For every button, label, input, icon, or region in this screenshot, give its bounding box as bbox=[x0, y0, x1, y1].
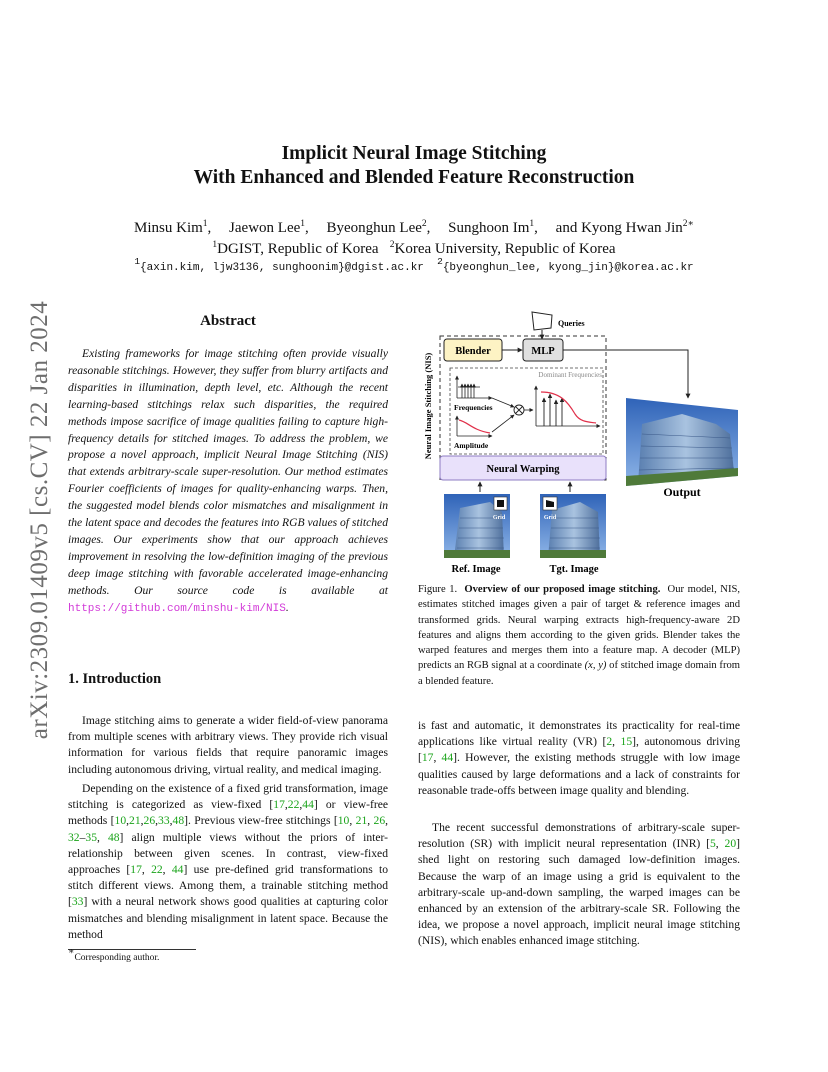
figure-1-caption bbox=[418, 582, 740, 689]
citation-link[interactable]: 22 bbox=[151, 863, 163, 877]
citation-link[interactable]: 33 bbox=[158, 814, 170, 828]
paragraph-text: – bbox=[79, 830, 86, 844]
output-panorama bbox=[626, 398, 738, 486]
citation-link[interactable]: 35 bbox=[85, 830, 97, 844]
citation-link[interactable]: 26 bbox=[373, 814, 386, 828]
citation-link[interactable]: 17 bbox=[130, 863, 142, 877]
output-label: Output bbox=[663, 485, 701, 499]
nis-side-label: Neural Image Stitching (NIS) bbox=[423, 352, 433, 460]
reference-image bbox=[444, 494, 510, 558]
arxiv-stamp: arXiv:2309.01409v5 [cs.CV] 22 Jan 2024 bbox=[26, 300, 53, 740]
paragraph-text: ] align multiple views without the priors of inter-relationship between given scenes. In contrast, view-fixed approaches [ bbox=[68, 830, 388, 877]
paragraph-text: is fast and automatic, it demonstrates its practicality for real-time applications like virtual reality (VR) [ bbox=[418, 719, 740, 749]
paragraph-text: ]. However, the existing methods struggle with low image qualities caused by large deformations and a lack of constraints for reasonable trade-offs between image quality and blending. bbox=[418, 751, 741, 797]
figure-1-diagram bbox=[420, 306, 740, 580]
abstract-text: Existing frameworks for image stitching often provide visually reasonable stitchings. However, they suffer from blurry artifacts and disparities in illumination, depth level, etc. Although the recent learning-based stitchings relax such disparities, the required methods impose sacrifice of image qualities failing to capture high-frequency details for stitched images. To address the problem, we propose a novel approach, implicit Neural Image Stitching (NIS) that extends arbitrary-scale super-resolution. Our method estimates Fourier coefficients of images for quality-enhancing warps. Then, the suggested model blends color mismatches and misalignment in the latent space and decodes the features into RGB values of stitched images. Our experiments show that our approach achieves improvement in resolving the low-definition imaging of the previous deep image stitching with favorable accelerated image-enhancing methods. Our source code is available at bbox=[68, 347, 388, 597]
queries-label: Queries bbox=[558, 319, 585, 328]
amplitude-curve bbox=[459, 420, 490, 433]
paragraph-text: , bbox=[385, 814, 389, 828]
citation-link[interactable]: 33 bbox=[71, 895, 84, 909]
author-name: Byeonghun Lee bbox=[326, 220, 422, 236]
target-image bbox=[540, 494, 606, 558]
author-affil-mark: 1 bbox=[529, 219, 535, 229]
paragraph-text: ] shed light on restoring such damaged low-definition images. Because the warp of an image using a grid is equivalent to the arbitrary-scale up-and-down sampling, the warped images can be enhanced by an extension of the arbitrary-scale SR. Following the idea, we propose a novel approach, implicit neural image stitching (NIS), which enables enhanced image stitching. bbox=[418, 837, 740, 948]
footnote bbox=[68, 947, 160, 965]
author-name: Jaewon Lee bbox=[229, 220, 301, 236]
paragraph-text: , bbox=[284, 798, 288, 812]
affiliation: DGIST, Republic of Korea bbox=[217, 241, 379, 257]
caption-text: Our model, NIS, estimates stitched images given a pair of target & reference images and transformed grids. Neural warping extracts high-frequency-aware 2D features and aligns them according to the given grids. Blender takes the warped features and merges them into a feature map. A decoder (MLP) predicts an RGB signal at a coordinate bbox=[418, 584, 741, 672]
citation-link[interactable]: 48 bbox=[107, 830, 120, 844]
citation-link[interactable]: 10 bbox=[337, 814, 350, 828]
footnote-mark: ∗ bbox=[68, 947, 75, 957]
freq-to-mult-arrow bbox=[492, 398, 514, 407]
abstract-end: . bbox=[285, 600, 289, 614]
paragraph-text: ]. Previous view-free stitchings [ bbox=[184, 814, 338, 828]
paper-title bbox=[0, 142, 828, 190]
paragraph-text: , bbox=[96, 830, 108, 844]
tgt-image-label: Tgt. Image bbox=[549, 564, 599, 575]
ref-image-label: Ref. Image bbox=[451, 564, 501, 575]
paragraph-text: ] or view-free methods [ bbox=[68, 798, 388, 828]
blender-label: Blender bbox=[455, 346, 491, 357]
email-mark: 1 bbox=[134, 256, 141, 267]
paragraph-text: , bbox=[349, 814, 356, 828]
author-affil-mark: 1 bbox=[202, 219, 208, 229]
paragraph-text: Depending on the existence of a fixed grid transformation, image stitching is categorized as view-fixed [ bbox=[68, 782, 388, 812]
result-bars bbox=[544, 394, 562, 426]
paragraph-text: , bbox=[141, 863, 152, 877]
citation-link[interactable]: 20 bbox=[724, 837, 737, 851]
footnote-text: Corresponding author. bbox=[74, 953, 160, 963]
mlp-label: MLP bbox=[531, 346, 555, 357]
source-code-link[interactable]: https://github.com/minshu-kim/NIS bbox=[68, 602, 286, 615]
paragraph-text: , bbox=[715, 837, 725, 851]
citation-link[interactable]: 17 bbox=[421, 751, 434, 765]
author-affil-mark: 2∗ bbox=[682, 219, 694, 229]
paragraph-text: ] use pre-defined grid transformations to stitch different views. Among them, a trainable stitching method [ bbox=[68, 863, 389, 909]
email-mark: 2 bbox=[437, 256, 443, 267]
section-heading-introduction: 1. Introduction bbox=[68, 671, 162, 687]
citation-link[interactable]: 44 bbox=[441, 751, 454, 765]
author-name: and Kyong Hwan Jin bbox=[555, 220, 683, 236]
paragraph-text: , bbox=[140, 814, 144, 828]
caption-label: Figure 1. bbox=[418, 584, 458, 595]
paragraph-text: The recent successful demonstrations of arbitrary-scale super-resolution (SR) with implicit neural representation (INR) [ bbox=[418, 821, 740, 851]
caption-title: Overview of our proposed image stitching. bbox=[464, 584, 661, 595]
paragraph-text: , bbox=[126, 814, 130, 828]
paragraph-text: ] with a neural network shows good qualities at capturing color mismatches and blending misalignment in latent space. Because the method bbox=[68, 895, 388, 941]
caption-math: (x, y) bbox=[584, 660, 607, 672]
abstract-heading: Abstract bbox=[200, 313, 256, 329]
affil-mark: 1 bbox=[212, 240, 218, 250]
right-paragraph-2 bbox=[418, 820, 740, 950]
author-affil-mark: 1 bbox=[300, 219, 306, 229]
footnote-rule bbox=[68, 949, 196, 950]
citation-link[interactable]: 5 bbox=[710, 837, 716, 851]
author-affil-mark: 2 bbox=[421, 219, 427, 229]
citation-link[interactable]: 26 bbox=[143, 814, 156, 828]
paragraph-text: , bbox=[299, 798, 303, 812]
intro-paragraph-1: Image stitching aims to generate a wider field-of-view panorama from multiple scenes with arbitrary views. They provide rich visual information for various fields that require panoramic images including autonomous driving, virtual reality, and medical imaging. bbox=[68, 714, 388, 776]
emails bbox=[0, 256, 828, 277]
paragraph-text: , bbox=[169, 814, 173, 828]
caption-text-end: of stitched image domain from a blended feature. bbox=[418, 660, 741, 687]
affil-mark: 2 bbox=[389, 240, 395, 250]
title-line-1: Implicit Neural Image Stitching bbox=[281, 143, 547, 164]
affiliations bbox=[0, 239, 828, 259]
paragraph-text: , bbox=[612, 735, 621, 749]
citation-link[interactable]: 2 bbox=[606, 735, 613, 749]
citation-link[interactable]: 21 bbox=[355, 814, 368, 828]
tgt-grid-label: Grid bbox=[543, 515, 557, 521]
citation-link[interactable]: 21 bbox=[129, 814, 141, 828]
intro-paragraph-2 bbox=[68, 781, 388, 943]
citation-link[interactable]: 44 bbox=[302, 798, 314, 812]
citation-link[interactable]: 22 bbox=[287, 798, 300, 812]
paragraph-text: , bbox=[162, 863, 172, 877]
result-amplitude-curve bbox=[541, 392, 596, 423]
ref-grid-label: Grid bbox=[492, 515, 506, 521]
author-name: Sunghoon Im bbox=[448, 220, 530, 236]
paragraph-text: , bbox=[433, 751, 442, 765]
paragraph-text: , bbox=[367, 814, 374, 828]
citation-link[interactable]: 32 bbox=[68, 830, 80, 844]
citation-link[interactable]: 44 bbox=[171, 863, 184, 877]
amplitude-label: Amplitude bbox=[454, 441, 489, 450]
freq-bars bbox=[458, 384, 480, 398]
frequencies-label: Frequencies bbox=[454, 403, 493, 412]
abstract-body bbox=[68, 346, 388, 618]
author-name: Minsu Kim bbox=[134, 220, 203, 236]
dominant-frequencies-label: Dominant Frequencies bbox=[538, 371, 602, 379]
author-list: Minsu Kim$^1$, Jaewon Lee$^1$, Byeonghun Lee$^2$, Sunghoon Im$^1$, and Kyong Hwan Jin$^{2∗}$ bbox=[134, 219, 694, 236]
citation-link[interactable]: 10 bbox=[114, 814, 127, 828]
right-paragraph-1 bbox=[418, 718, 740, 799]
paragraph-text: ], autonomous driving [ bbox=[418, 735, 741, 765]
query-plane-icon bbox=[532, 312, 552, 330]
email-group: {axin.kim, ljw3136, sunghoonim}@dgist.ac.kr bbox=[140, 262, 424, 274]
amp-to-mult-arrow bbox=[492, 415, 514, 432]
citation-link[interactable]: 48 bbox=[172, 814, 185, 828]
citation-link[interactable]: 15 bbox=[620, 735, 633, 749]
neural-warping-label: Neural Warping bbox=[486, 464, 560, 475]
email-group: {byeonghun_lee, kyong_jin}@korea.ac.kr bbox=[442, 262, 694, 274]
citation-link[interactable]: 17 bbox=[273, 798, 285, 812]
paragraph-text: , bbox=[155, 814, 159, 828]
affiliation: Korea University, Republic of Korea bbox=[394, 241, 616, 257]
title-line-2: With Enhanced and Blended Feature Reconstruction bbox=[193, 167, 635, 188]
